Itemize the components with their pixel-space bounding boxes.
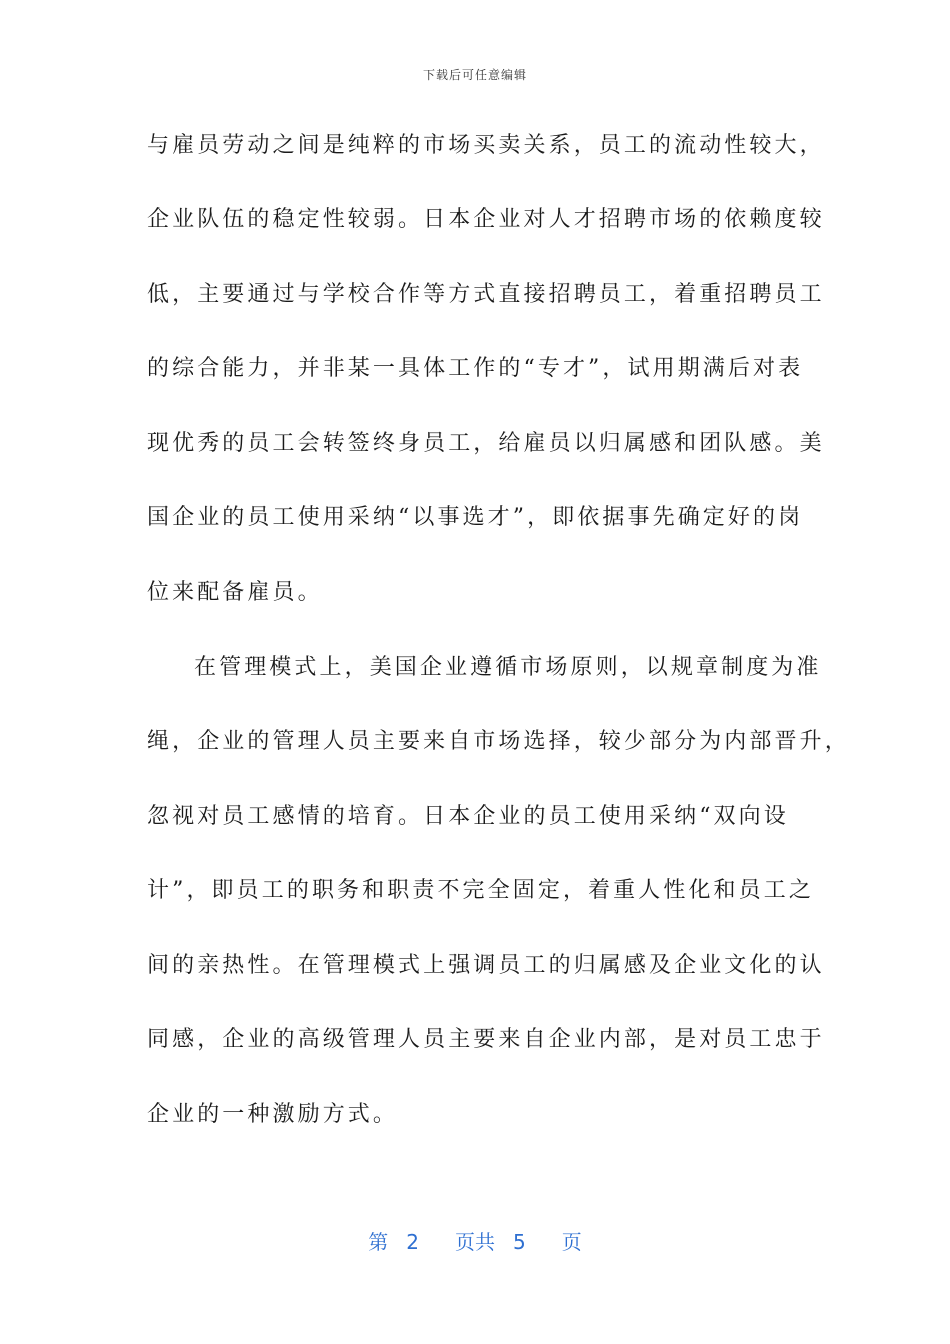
total-pages-number: 5 [513, 1230, 526, 1254]
text-line: 企业队伍的稳定性较弱。日本企业对人才招聘市场的依赖度较 [147, 207, 825, 232]
page-footer [0, 1226, 950, 1255]
text-line: 现优秀的员工会转签终身员工，给雇员以归属感和团队感。美 [147, 431, 825, 456]
text-line: 的综合能力，并非某一具体工作的“专才”，试用期满后对表 [147, 356, 804, 381]
footer-suffix: 页 [561, 1230, 582, 1254]
text-line: 企业的一种激励方式。 [147, 1102, 399, 1127]
text-line: 间的亲热性。在管理模式上强调员工的归属感及企业文化的认 [147, 953, 825, 978]
text-line: 位来配备雇员。 [147, 580, 323, 605]
footer-middle: 页共 [455, 1230, 495, 1254]
page-header: 下载后可任意编辑 [422, 68, 527, 82]
text-line: 忽视对员工感情的培育。日本企业的员工使用采纳“双向设 [147, 804, 789, 829]
text-line-indented: 在管理模式上，美国企业遵循市场原则，以规章制度为准 [194, 655, 822, 680]
text-line: 国企业的员工使用采纳“以事选才”，即依据事先确定好的岗 [147, 505, 804, 530]
footer-prefix: 第 [368, 1230, 389, 1254]
text-line: 同感，企业的高级管理人员主要来自企业内部，是对员工忠于 [147, 1027, 825, 1052]
text-line: 绳，企业的管理人员主要来自市场选择，较少部分为内部晋升， [147, 729, 850, 754]
text-line: 计”，即员工的职务和职责不完全固定，着重人性化和员工之 [147, 878, 814, 903]
current-page-number: 2 [406, 1230, 419, 1254]
text-line: 低，主要通过与学校合作等方式直接招聘员工，着重招聘员工 [147, 282, 825, 307]
text-line: 与雇员劳动之间是纯粹的市场买卖关系，员工的流动性较大， [147, 133, 825, 158]
